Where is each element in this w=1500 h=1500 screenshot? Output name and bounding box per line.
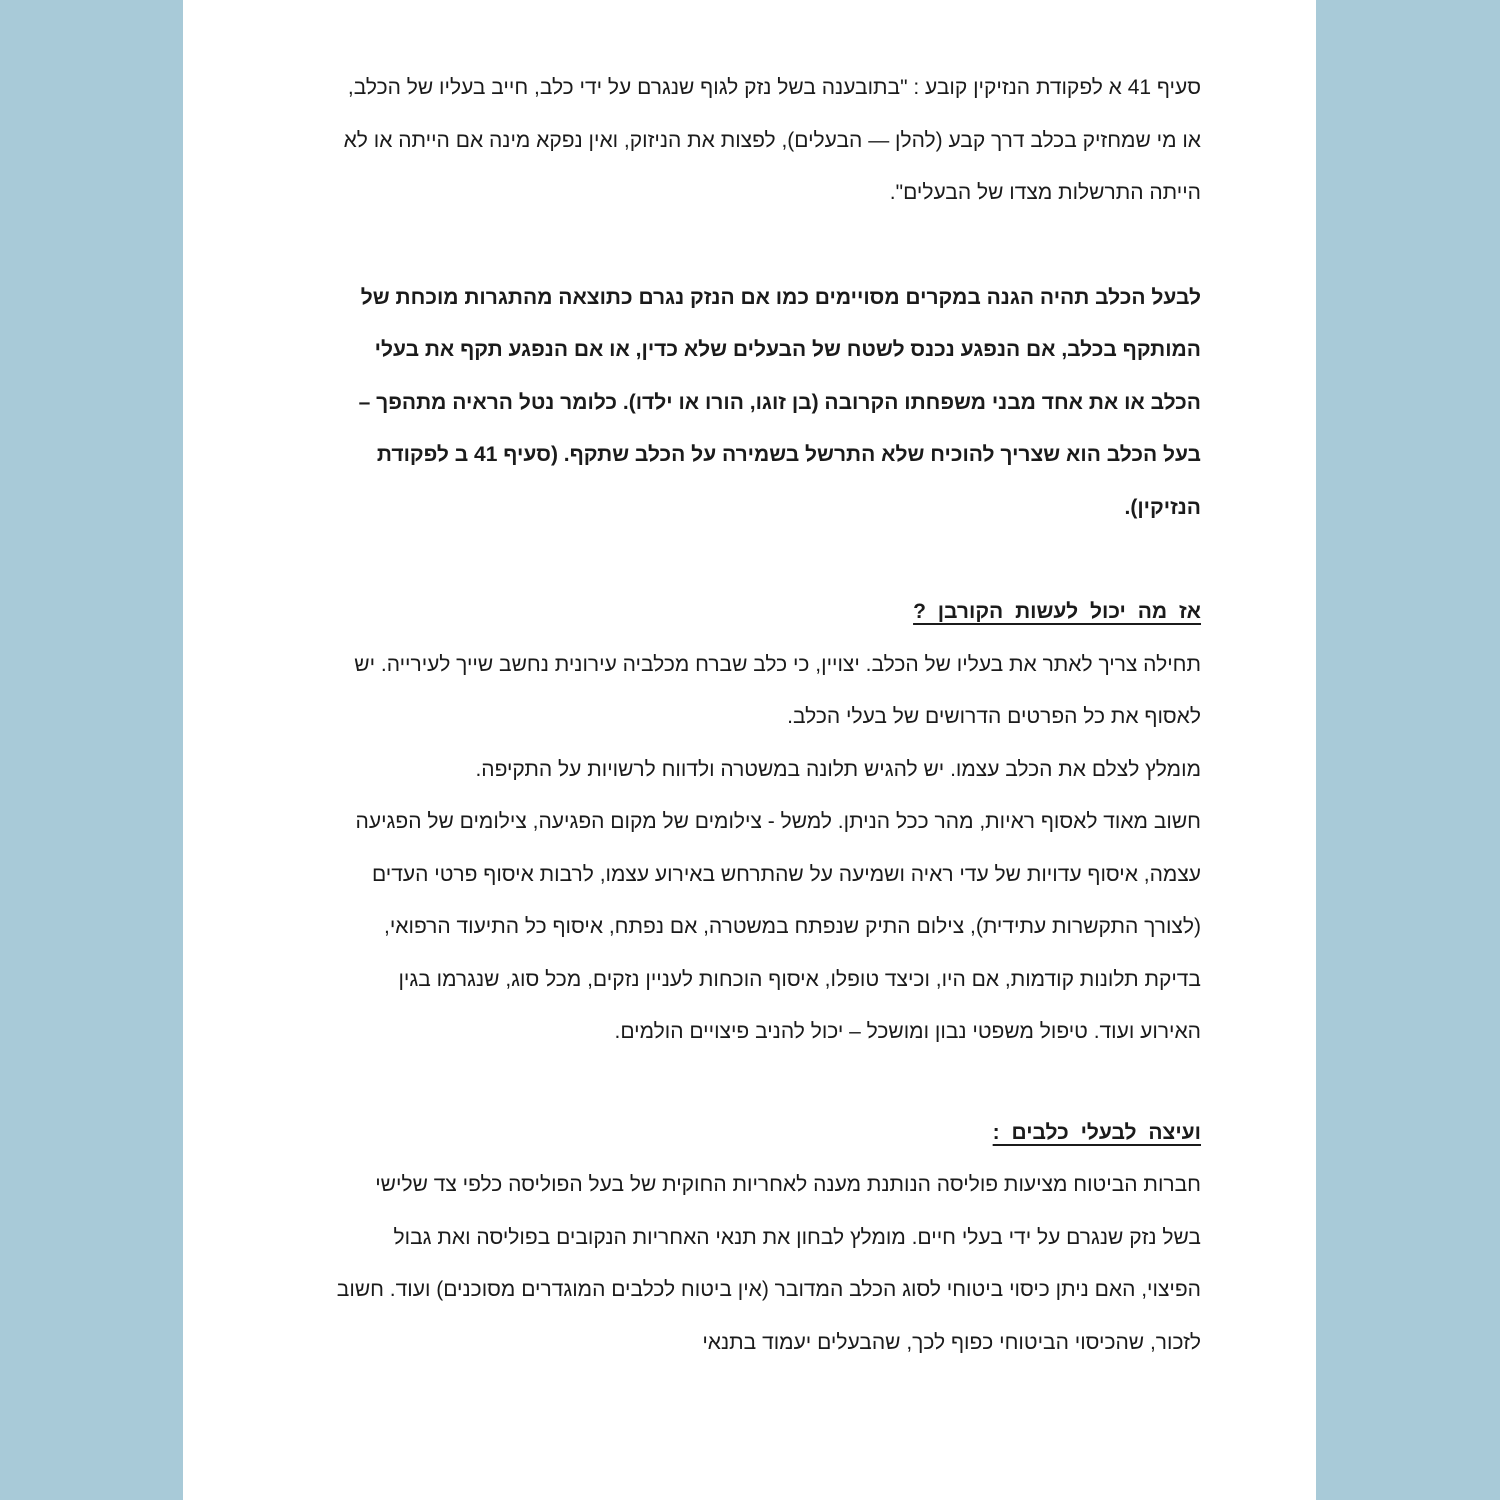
- document-body: [333, 62, 1201, 1369]
- paragraph-photograph-dog: מומלץ לצלם את הכלב עצמו. יש להגיש תלונה במשטרה ולדווח לרשויות על התקיפה.: [475, 757, 1201, 781]
- heading-owner-advice-text: ועיצה לבעלי כלבים :: [992, 1120, 1201, 1144]
- paragraph-insurance: חברות הביטוח מציעות פוליסה הנותנת מענה לאחריות החוקית של בעל הפוליסה כלפי צד שלישי בשל נזק שנגרם על ידי בעלי חיים. מומלץ לבחון את תנאי האחריות הנקובים בפוליסה ואת גבול הפיצוי, האם ניתן כיסוי ביטוחי לסוג הכלב המדובר (אין ביטוח לכלבים המוגדרים מסוכנים) ועוד. חשוב לזכור, שהכיסוי הביטוחי כפוף לכך, שהבעלים יעמוד בתנאי: [336, 1173, 1201, 1354]
- paragraph-owner-defense: לבעל הכלב תהיה הגנה במקרים מסויימים כמו אם הנזק נגרם כתוצאה מהתגרות מוכחת של המותקף בכלב, אם הנפגע נכנס לשטח של הבעלים שלא כדין, או אם הנפגע תקף את בעלי הכלב או את אחד מבני משפחתו הקרובה (בן זוגו, הורו או ילדו). כלומר נטל הראיה מתהפך – בעל הכלב הוא שצריך להוכיח שלא התרשל בשמירה על הכלב שתקף. (סעיף 41 ב לפקודת הנזיקין).: [358, 285, 1201, 519]
- paragraph-locate-owner: תחילה צריך לאתר את בעליו של הכלב. יצויין, כי כלב שברח מכלביה עירונית נחשב שייך לעירייה. יש לאסוף את כל הפרטים הדרושים של בעלי הכלב.: [354, 652, 1201, 728]
- heading-owner-advice: [333, 1107, 1201, 1160]
- heading-victim-actions: [333, 586, 1201, 639]
- paragraph-collect-evidence: חשוב מאוד לאסוף ראיות, מהר ככל הניתן. למשל - צילומים של מקום הפגיעה, צילומים של הפגיעה עצמה, איסוף עדויות של עדי ראיה ושמיעה על שהתרחש באירוע עצמו, לרבות איסוף פרטי העדים (לצורך התקשרות עתידית), צילום התיק שנפתח במשטרה, אם נפתח, איסוף כל התיעוד הרפואי, בדיקת תלונות קודמות, אם היו, וכיצד טופלו, איסוף הוכחות לעניין נזקים, מכל סוג, שנגרמו בגין האירוע ועוד. טיפול משפטי נבון ומושכל – יכול להניב פיצויים הולמים.: [355, 810, 1201, 1043]
- heading-victim-actions-text: אז מה יכול לעשות הקורבן ?: [913, 600, 1201, 623]
- paragraph-section-41a: סעיף 41 א לפקודת הנזיקין קובע : "בתובענה בשל נזק לגוף שנגרם על ידי כלב, חייב בעליו של הכלב, או מי שמחזיק בכלב דרך קבע (להלן — הבעלים), לפצות את הניזוק, ואין נפקא מינה אם הייתה או לא הייתה התרשלות מצדו של הבעלים".: [343, 76, 1201, 204]
- document-page: [183, 0, 1316, 1500]
